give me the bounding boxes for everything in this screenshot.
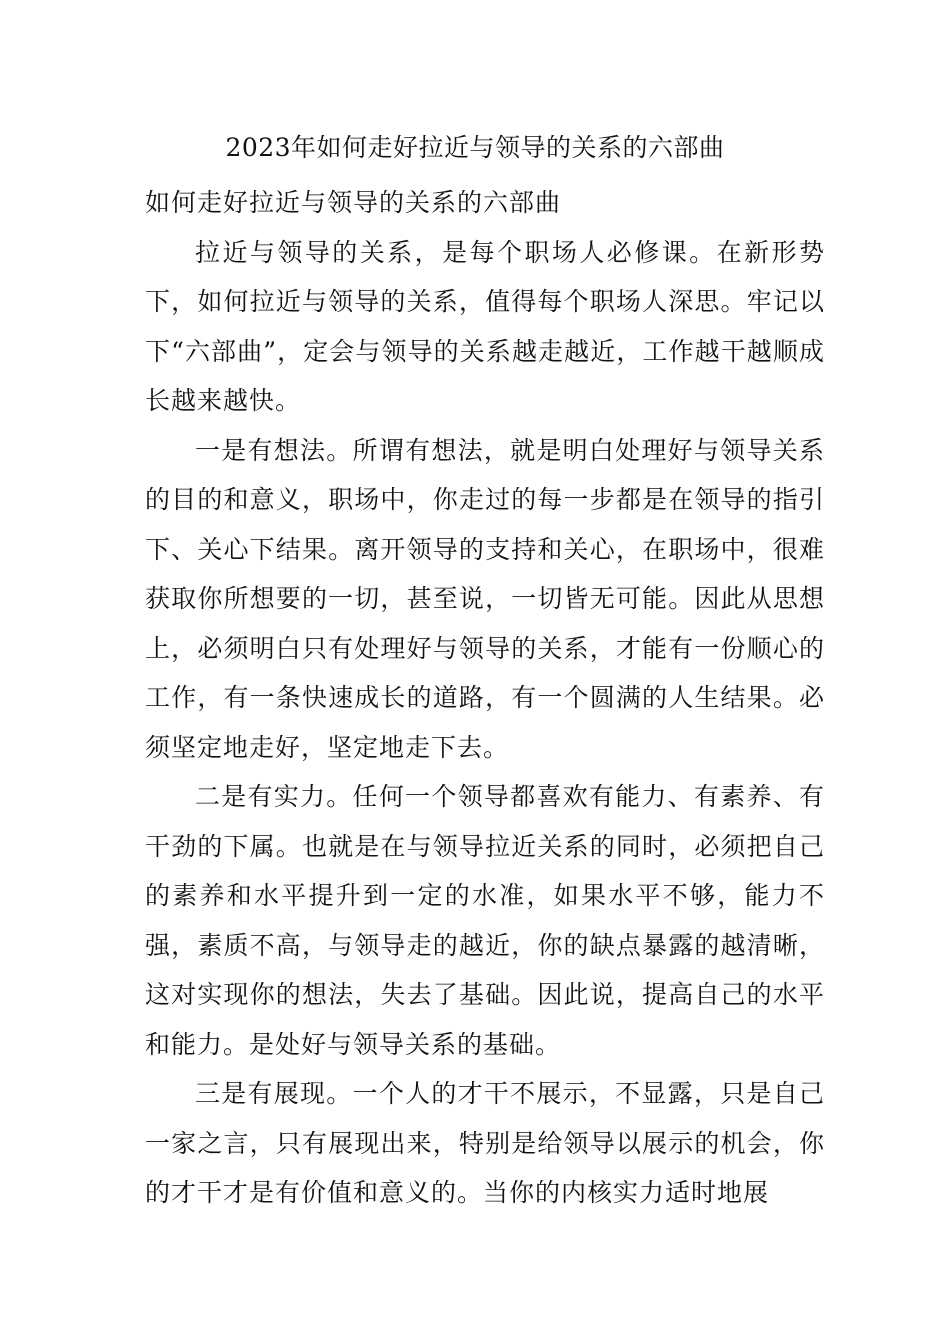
paragraph-have-strength: 二是有实力。任何一个领导都喜欢有能力、有素养、有干劲的下属。也就是在与领导拉近关系的同时，必须把自己的素养和水平提升到一定的水准，如果水平不够，能力不强，素质不高，与领导走的越近，你的缺点暴露的越清晰，这对实现你的想法，失去了基础。因此说，提高自己的水平和能力。是处好与领导关系的基础。 (145, 782, 825, 1059)
paragraph-have-display: 三是有展现。一个人的才干不展示，不显露，只是自己一家之言，只有展现出来，特别是给领导以展示的机会，你的才干才是有价值和意义的。当你的内核实力适时地展 (145, 1079, 825, 1207)
document-body (145, 178, 825, 1218)
paragraph-have-ideas: 一是有想法。所谓有想法，就是明白处理好与领导关系的目的和意义，职场中，你走过的每一步都是在领导的指引下、关心下结果。离开领导的支持和关心，在职场中，很难获取你所想要的一切，甚至说，一切皆无可能。因此从思想上，必须明白只有处理好与领导的关系，才能有一份顺心的工作，有一条快速成长的道路，有一个圆满的人生结果。必须坚定地走好，坚定地走下去。 (145, 435, 825, 762)
document-subtitle: 如何走好拉近与领导的关系的六部曲 (145, 188, 562, 217)
document-title: 2023年如何走好拉近与领导的关系的六部曲 (225, 133, 725, 162)
paragraph-intro: 拉近与领导的关系，是每个职场人必修课。在新形势下，如何拉近与领导的关系，值得每个职场人深思。牢记以下“六部曲”，定会与领导的关系越走越近，工作越干越顺成长越来越快。 (145, 237, 825, 415)
